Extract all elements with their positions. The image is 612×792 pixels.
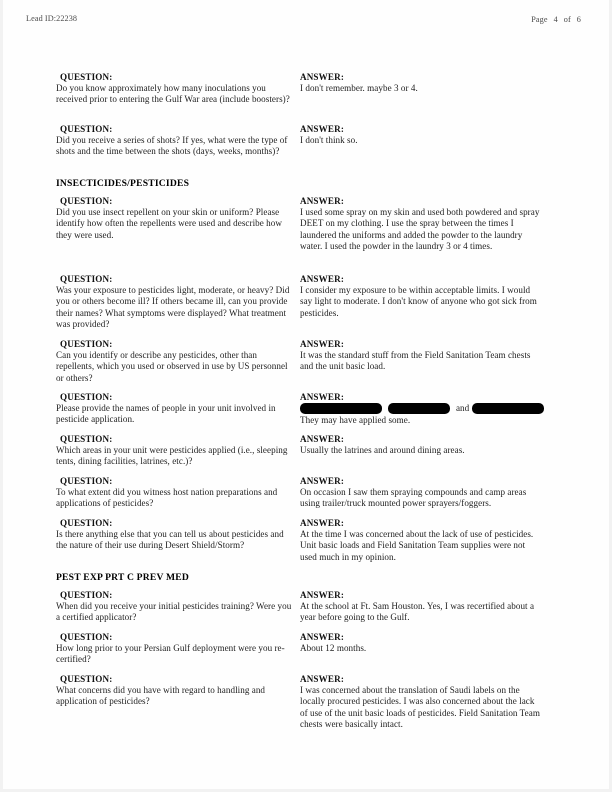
answer-text: I used some spray on my skin and used both powdered and spray DEET on my clothing. I use the spray between the times I laundered the uniforms and added the powder to the laundry water. I used the powder in the laundry 3 or 4 times. <box>300 207 540 252</box>
question-text: Please provide the names of people in your unit involved in pesticide application. <box>56 403 276 425</box>
question-label: QUESTION: <box>60 72 113 82</box>
answer-block-3 <box>300 196 544 252</box>
question-text: To what extent did you witness host nation preparations and applications of pesticides? <box>56 487 278 509</box>
answer-label: ANSWER: <box>300 124 344 134</box>
answer-text: They may have applied some. <box>300 414 411 425</box>
question-text: Which areas in your unit were pesticides applied (i.e., sleeping tents, dining facilities, latrines, etc.)? <box>56 445 288 467</box>
question-text: Can you identify or describe any pesticides, other than repellents, which you used or observed in use by US personnel or others? <box>56 350 288 383</box>
page-total: 6 <box>576 15 581 24</box>
answer-label: ANSWER: <box>300 434 344 444</box>
answer-block-10 <box>300 590 544 624</box>
scan-edge-left <box>0 0 3 792</box>
answer-text: On occasion I saw them spraying compounds and camp areas using trailer/truck mounted power sprayers/foggers. <box>300 487 527 509</box>
answer-block-12 <box>300 674 544 730</box>
section-title: PEST EXP PRT C PREV MED <box>56 572 189 583</box>
question-label: QUESTION: <box>60 518 113 528</box>
question-block-1 <box>56 72 294 106</box>
answer-block-5 <box>300 339 544 373</box>
question-block-6 <box>56 392 294 426</box>
question-label: QUESTION: <box>60 339 113 349</box>
section-heading-insecticides <box>56 178 294 189</box>
redaction-bar-3 <box>472 403 544 414</box>
redacted-names-line <box>300 403 544 415</box>
answer-label: ANSWER: <box>300 674 344 684</box>
question-text: Was your exposure to pesticides light, moderate, or heavy? Did you or others become ill? If others became ill, can you provide their names? What symptoms were displayed? What treatment was provided? <box>56 285 290 330</box>
redaction-connector-word: and <box>456 403 470 413</box>
question-text: What concerns did you have with regard to handling and application of pesticides? <box>56 685 266 707</box>
answer-text: Usually the latrines and around dining areas. <box>300 445 465 455</box>
question-text: How long prior to your Persian Gulf deployment were you re-certified? <box>56 643 285 665</box>
answer-block-4 <box>300 274 544 319</box>
page-word: Page <box>531 15 548 24</box>
answer-label: ANSWER: <box>300 339 344 349</box>
answer-text: I don't think so. <box>300 135 358 145</box>
answer-label: ANSWER: <box>300 392 344 402</box>
answer-label: ANSWER: <box>300 518 344 528</box>
redaction-bar-2 <box>388 403 450 414</box>
answer-label: ANSWER: <box>300 476 344 486</box>
answer-label: ANSWER: <box>300 274 344 284</box>
answer-text: I don't remember. maybe 3 or 4. <box>300 83 418 93</box>
answer-text: I was concerned about the translation of Saudi labels on the locally procured pesticides. I was also concerned about the lack of use of the unit basic loads of pesticides. Field Sanitation Team chests were basically intact. <box>300 685 540 730</box>
page-of-word: of <box>563 15 571 24</box>
question-block-11 <box>56 632 294 666</box>
question-block-7 <box>56 434 294 468</box>
question-label: QUESTION: <box>60 674 113 684</box>
question-block-4 <box>56 274 294 330</box>
question-block-9 <box>56 518 294 552</box>
question-label: QUESTION: <box>60 274 113 284</box>
section-title: INSECTICIDES/PESTICIDES <box>56 178 190 189</box>
question-label: QUESTION: <box>60 392 113 402</box>
question-block-10 <box>56 590 294 624</box>
answer-label: ANSWER: <box>300 72 344 82</box>
answer-text: About 12 months. <box>300 643 367 653</box>
answer-block-7 <box>300 434 544 456</box>
answer-text: I consider my exposure to be within acceptable limits. I would say light to moderate. I don't know of anyone who got sick from pesticides. <box>300 285 537 318</box>
question-label: QUESTION: <box>60 124 113 134</box>
answer-block-2 <box>300 124 544 146</box>
question-text: When did you receive your initial pesticides training? Were you a certified applicator? <box>56 601 292 623</box>
page-header <box>0 14 612 30</box>
lead-id-text: Lead ID:22238 <box>26 14 78 23</box>
answer-text: At the school at Ft. Sam Houston. Yes, I was recertified about a year before going to the Gulf. <box>300 601 535 623</box>
answer-text: It was the standard stuff from the Field Sanitation Team chests and the unit basic load. <box>300 350 531 372</box>
answer-block-8 <box>300 476 544 510</box>
question-label: QUESTION: <box>60 196 113 206</box>
question-block-8 <box>56 476 294 510</box>
question-label: QUESTION: <box>60 434 113 444</box>
section-heading-pest-exp <box>56 572 294 583</box>
answer-label: ANSWER: <box>300 196 344 206</box>
question-text: Did you receive a series of shots? If yes, what were the type of shots and the time between the shots (days, weeks, months)? <box>56 135 288 157</box>
question-label: QUESTION: <box>60 590 113 600</box>
page-current: 4 <box>553 15 558 24</box>
question-text: Is there anything else that you can tell us about pesticides and the nature of their use during Desert Shield/Storm? <box>56 529 284 551</box>
answer-block-6-redacted <box>300 392 544 426</box>
question-block-5 <box>56 339 294 384</box>
answer-block-1 <box>300 72 544 94</box>
question-label: QUESTION: <box>60 476 113 486</box>
answer-text: At the time I was concerned about the lack of use of pesticides. Unit basic loads and Field Sanitation Team supplies were not used much in my opinion. <box>300 529 534 562</box>
question-block-2 <box>56 124 294 158</box>
answer-label: ANSWER: <box>300 632 344 642</box>
question-block-12 <box>56 674 294 708</box>
question-text: Did you use insect repellent on your skin or uniform? Please identify how often the repellents were used and describe how they were used. <box>56 207 282 240</box>
question-text: Do you know approximately how many inoculations you received prior to entering the Gulf War area (include boosters)? <box>56 83 290 105</box>
page-number-text <box>528 15 584 24</box>
redaction-bar-1 <box>300 403 382 414</box>
answer-label: ANSWER: <box>300 590 344 600</box>
answer-block-11 <box>300 632 544 654</box>
question-label: QUESTION: <box>60 632 113 642</box>
answer-block-9 <box>300 518 544 563</box>
question-block-3 <box>56 196 294 241</box>
